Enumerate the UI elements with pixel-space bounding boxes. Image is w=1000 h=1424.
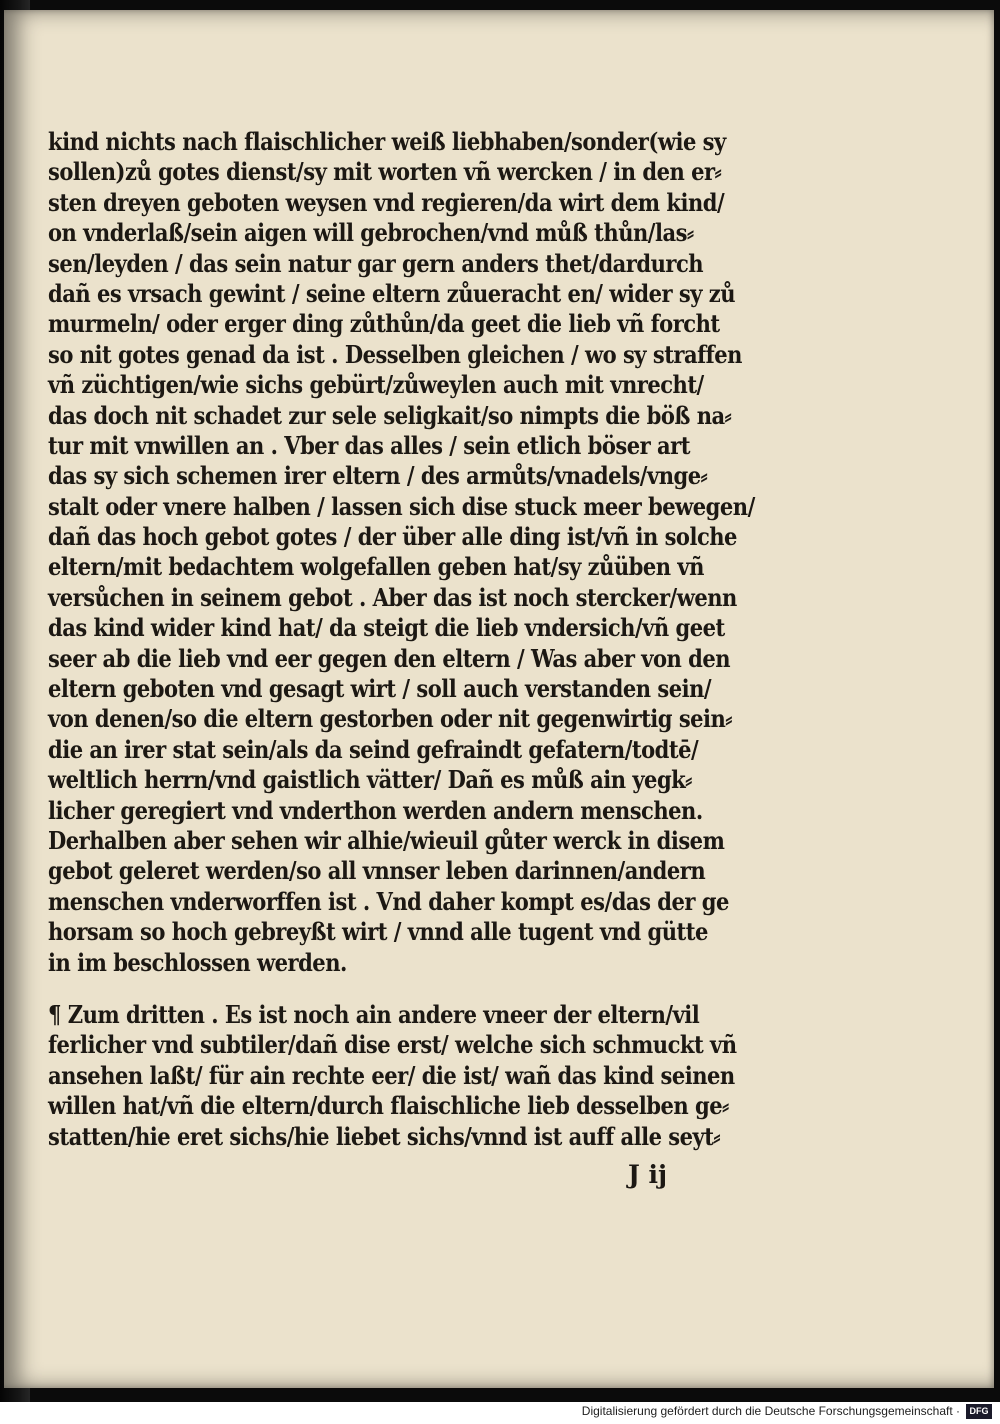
text-line: Derhalben aber sehen wir alhie/wieuil gůter werck in disem — [48, 825, 725, 855]
text-line: von denen/so die eltern gestorben oder nit gegenwirtig sein⸗ — [48, 704, 732, 734]
paragraph-gap — [48, 978, 788, 1000]
text-line: tur mit vnwillen an . Vber das alles / sein etlich böser art — [48, 430, 690, 460]
text-line: horsam so hoch gebreyßt wirt / vnnd alle tugent vnd gütte — [48, 917, 708, 947]
text-line: versůchen in seinem gebot . Aber das ist noch stercker/wenn — [48, 582, 737, 612]
text-line: ansehen laßt/ für ain rechte eer/ die ist/ wañ das kind seinen — [48, 1060, 735, 1090]
text-line: stalt oder vnere halben / lassen sich dise stuck meer bewegen/ — [48, 491, 755, 521]
book-page — [4, 10, 994, 1388]
main-text — [48, 127, 788, 1152]
footer-credit: Digitalisierung gefördert durch die Deutsche Forschungsgemeinschaft · — [581, 1404, 960, 1418]
paragraph-2 — [48, 1000, 788, 1152]
text-line: on vnderlaß/sein aigen will gebrochen/vnd můß thůn/las⸗ — [48, 218, 694, 248]
text-line: murmeln/ oder erger ding zůthůn/da geet die lieb vñ forcht — [48, 309, 720, 339]
text-line: weltlich herrn/vnd gaistlich vätter/ Dañ es můß ain yegk⸗ — [48, 765, 692, 795]
text-line: das doch nit schadet zur sele seligkait/so nimpts die böß na⸗ — [48, 400, 732, 430]
text-line: sten dreyen geboten weysen vnd regieren/da wirt dem kind/ — [48, 187, 725, 217]
text-line: licher geregiert vnd vnderthon werden andern menschen. — [48, 795, 703, 825]
text-line: sen/leyden / das sein natur gar gern anders thet/dardurch — [48, 248, 704, 278]
text-line: eltern geboten vnd gesagt wirt / soll auch verstanden sein/ — [48, 674, 712, 704]
paragraph-1 — [48, 127, 788, 978]
text-line: kind nichts nach flaischlicher weiß liebhaben/sonder(wie sy — [48, 127, 726, 156]
text-line: seer ab die lieb vnd eer gegen den eltern / Was aber von den — [48, 643, 731, 673]
text-line: gebot geleret werden/so all vnnser leben darinnen/andern — [48, 856, 706, 886]
text-line: dañ das hoch gebot gotes / der über alle ding ist/vñ in solche — [48, 522, 737, 552]
text-line: statten/hie eret sichs/hie liebet sichs/vnnd ist auff alle seyt⸗ — [48, 1121, 720, 1151]
text-line: so nit gotes genad da ist . Desselben gleichen / wo sy straffen — [48, 339, 742, 369]
text-line: willen hat/vñ die eltern/durch flaischliche lieb desselben ge⸗ — [48, 1091, 729, 1121]
text-line: ¶ Zum dritten . Es ist noch ain andere vneer der eltern/vil — [48, 999, 700, 1029]
text-line: ferlicher vnd subtiler/dañ dise erst/ welche sich schmuckt vñ — [48, 1030, 737, 1060]
text-line: dañ es vrsach gewint / seine eltern zůueracht en/ wider sy zů — [48, 278, 736, 308]
signature-mark: J ij — [628, 1160, 668, 1189]
text-line: menschen vnderworffen ist . Vnd daher kompt es/das der ge — [48, 886, 729, 916]
text-line: das sy sich schemen irer eltern / des armůts/vnadels/vnge⸗ — [48, 461, 708, 491]
text-line: eltern/mit bedachtem wolgefallen geben hat/sy zůüben vñ — [48, 552, 704, 582]
text-line: das kind wider kind hat/ da steigt die lieb vndersich/vñ geet — [48, 613, 725, 643]
text-line: sollen)zů gotes dienst/sy mit worten vñ wercken / in den er⸗ — [48, 157, 722, 187]
text-line: vñ züchtigen/wie sichs gebürt/zůweylen auch mit vnrecht/ — [48, 370, 704, 400]
text-line: die an irer stat sein/als da seind gefraindt gefatern/todtē/ — [48, 734, 699, 764]
text-line: in im beschlossen werden. — [48, 947, 347, 977]
dfg-logo-icon: DFG — [966, 1404, 992, 1419]
